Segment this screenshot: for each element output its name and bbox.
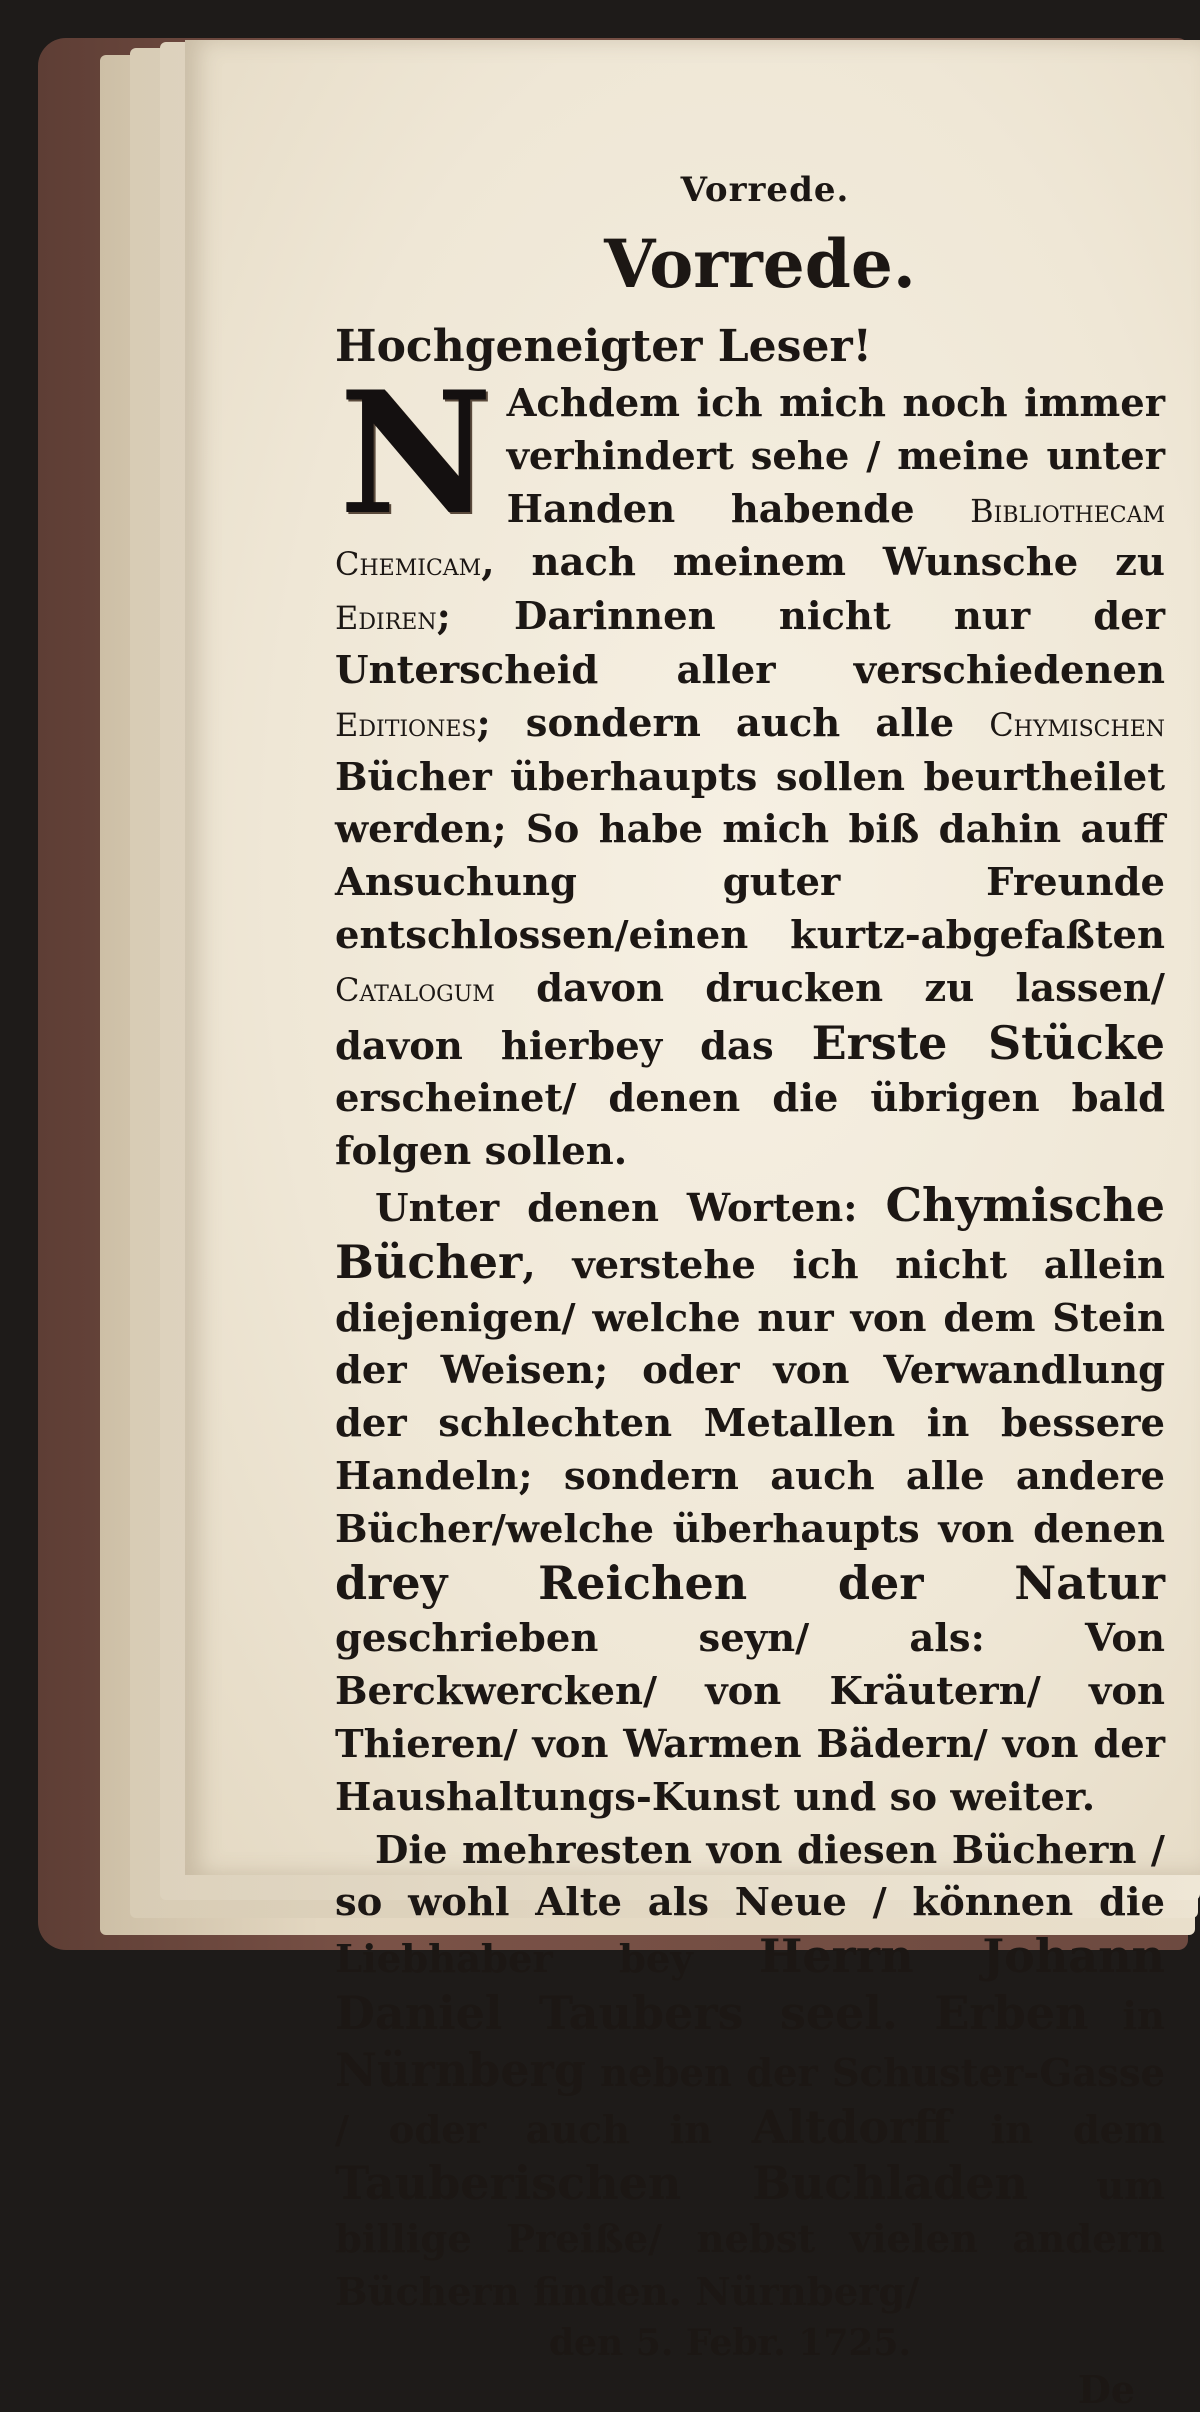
latin-term: Bibliothecam Chemicam: [335, 491, 1165, 584]
latin-term: Catalogum: [335, 970, 495, 1009]
paragraph-text: um billige Preiße/ nebst vielen andern Büchern finden. Nürnberg/: [335, 2164, 1165, 2315]
paragraph-text: ; Darinnen nicht nur der Unterscheid aller verschiedenen: [335, 594, 1165, 693]
dateline: den 5. Febr. 1725.: [548, 2321, 912, 2364]
emphasis-text: drey Reichen der Natur: [335, 1555, 1165, 1610]
paragraph-text: , nach meinem Wunsche zu: [481, 540, 1165, 586]
paragraph-text: ; sondern auch alle: [476, 700, 990, 746]
running-head: Vorrede.: [680, 170, 850, 210]
catchword: De: [1077, 2366, 1135, 2412]
paragraph-text: in dem: [951, 2107, 1166, 2153]
paragraph-text: , verstehe ich nicht allein diejenigen/ welche nur von dem Stein der Weisen; oder von Verwandlung der schlechten Metallen in bessere Handeln; sondern auch alle andere Bücher/welche überhaupts von denen: [335, 1242, 1165, 1552]
latin-term: Editiones: [335, 705, 477, 744]
emphasis-text: Herrn Johann Daniel Taubers seel. Erben: [335, 1929, 1165, 2040]
decorated-initial: N: [339, 354, 493, 552]
paragraph-3: [335, 1825, 1165, 2320]
page-text: [335, 170, 1165, 2412]
emphasis-text: Nürnberg: [335, 2042, 587, 2097]
salutation: Hochgeneigter Leser!: [335, 321, 872, 372]
paragraph-text: geschrieben seyn/ als: Von Berckwercken/ von Kräutern/ von Thieren/ von Warmen Bädern/ von der Haushaltungs-Kunst und so weiter.: [335, 1616, 1165, 1820]
emphasis-text: Erste Stücke: [811, 1015, 1165, 1070]
paragraph-1: [335, 354, 1165, 1179]
latin-term: Ediren: [335, 599, 437, 638]
paragraph-text: in: [1088, 1993, 1165, 2039]
page-title: Vorrede.: [604, 225, 916, 303]
latin-term: Chymischen: [989, 705, 1165, 744]
paragraph-text: erscheinet/ denen die übrigen bald folgen sollen.: [335, 1076, 1165, 1175]
dateline-row: [335, 2322, 1165, 2412]
paragraph-text: Achdem ich mich noch immer verhindert sehe / meine unter Handen habende: [506, 381, 1165, 532]
paragraph-text: neben der Schuster-Gasse / oder auch in: [335, 2050, 1165, 2153]
paragraph-text: davon drucken zu lassen/ davon hierbey das: [335, 965, 1165, 1069]
emphasis-text: Altdorff: [751, 2099, 952, 2154]
emphasis-text: Tauberischen Buchladen: [335, 2156, 1029, 2211]
paragraph-text: Unter denen Worten:: [375, 1185, 886, 1231]
paragraph-text: Die mehresten von diesen Büchern / so wohl Alte als Neue / können die Liebhaber bey: [335, 1827, 1165, 1983]
paragraph-2: [335, 1179, 1165, 1825]
paragraph-text: Bücher überhaupts sollen beurtheilet werden; So habe mich biß dahin auff Ansuchung guter Freunde entschlossen/einen kurtz-abgefaßten: [335, 754, 1165, 958]
emphasis-text: Chymische Bücher: [335, 1177, 1165, 1289]
